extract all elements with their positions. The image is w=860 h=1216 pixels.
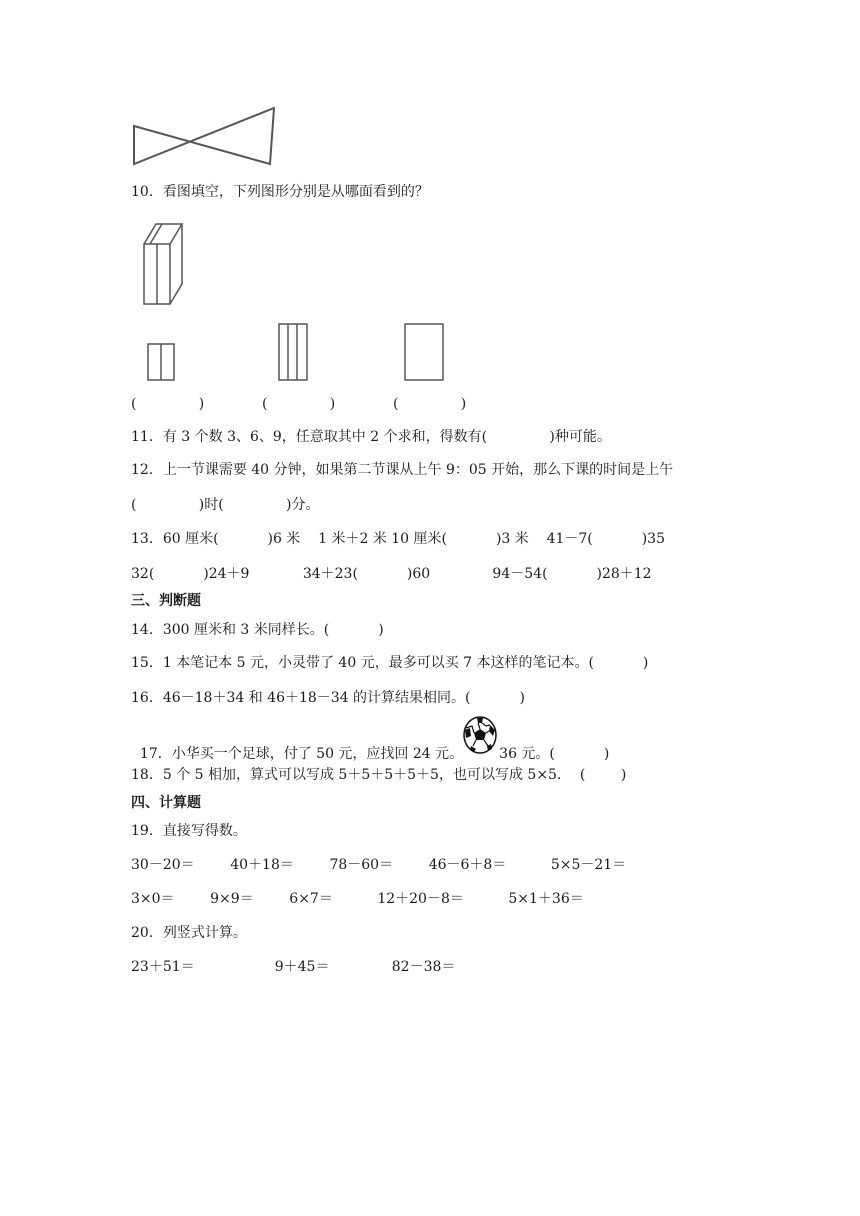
question-13-line-1: 13．60 厘米( )6 米 1 米＋2 米 10 厘米( )3 米 41－7( )35 (131, 531, 665, 547)
soccer-ball-icon (463, 716, 497, 754)
question-20: 20．列竖式计算。 (131, 925, 247, 941)
answer-blank-3[interactable]: ( ) (393, 396, 467, 412)
question-17-text-before: 17．小华买一个足球，付了 50 元，应找回 24 元。 (139, 746, 464, 762)
question-10: 10．看图填空，下列图形分别是从哪面看到的？ (131, 184, 429, 200)
box-3d-figure (140, 220, 190, 306)
bowtie-figure (130, 104, 278, 168)
view-1-figure (146, 342, 176, 382)
view-3-figure (403, 322, 445, 382)
question-19-row-2: 3×0＝ 9×9＝ 6×7＝ 12＋20－8＝ 5×1＋36＝ (131, 891, 584, 907)
question-12-line-1: 12．上一节课需要 40 分钟，如果第二节课从上午 9：05 开始，那么下课的时间是上午 (131, 462, 674, 478)
question-17-text-after: 36 元。( ) (499, 746, 610, 762)
answer-blank-1[interactable]: ( ) (131, 396, 205, 412)
answer-blank-2[interactable]: ( ) (262, 396, 336, 412)
view-2-figure (277, 322, 309, 382)
question-15: 15．1 本笔记本 5 元，小灵带了 40 元，最多可以买 7 本这样的笔记本。( ) (131, 655, 649, 671)
question-19: 19．直接写得数。 (131, 823, 247, 839)
section-4-title: 四、计算题 (131, 795, 201, 811)
question-18: 18．5 个 5 相加，算式可以写成 5＋5＋5＋5＋5，也可以写成 5×5． ( ) (131, 767, 627, 783)
question-13-line-2: 32( )24＋9 34＋23( )60 94－54( )28＋12 (131, 566, 652, 582)
question-16: 16．46－18＋34 和 46＋18－34 的计算结果相同。( ) (131, 690, 525, 706)
question-17 (131, 727, 609, 763)
question-19-row-1: 30－20＝ 40＋18＝ 78－60＝ 46－6＋8＝ 5×5－21＝ (131, 857, 627, 873)
section-3-title: 三、判断题 (131, 593, 201, 609)
question-11: 11．有 3 个数 3、6、9，任意取其中 2 个求和，得数有( )种可能。 (131, 429, 611, 445)
question-20-row-1: 23＋51＝ 9＋45＝ 82－38＝ (131, 959, 456, 975)
question-12-line-2: ( )时( )分。 (131, 497, 320, 513)
question-14: 14．300 厘米和 3 米同样长。( ) (131, 622, 384, 638)
